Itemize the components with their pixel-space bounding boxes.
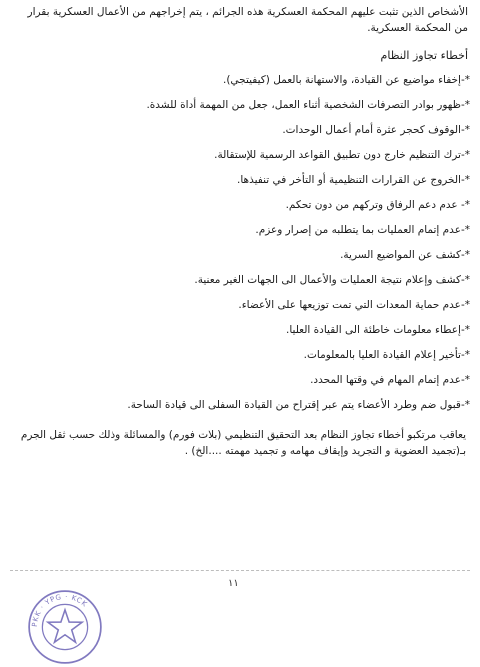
list-item: *-عدم إتمام العمليات بما يتطلبه من إصرار وعزم. [255,224,470,236]
list-item: *-عدم إتمام المهام في وقتها المحدد. [310,374,470,386]
closing-paragraph: يعاقب مرتكبو أخطاء تجاوز النظام بعد التحقيق التنظيمي (بلات فورم) والمسائلة وذلك حسب ثقل الجرم بـ(تجميد العضوية و التجريد وإيقاف مهامه و تجميد مهمته ....الخ) . [20,429,466,457]
list-item: *-ظهور بوادر التصرفات الشخصية أثناء العمل، جعل من المهمة أداة للشدة. [146,99,470,111]
list-item: *-إخفاء مواضيع عن القيادة، والاستهانة بالعمل (كيفيتجي). [223,74,470,86]
organization-stamp-icon [26,588,104,666]
stamp-ring-text: PKK · YPG · KCK [29,591,90,628]
list-item: *-إعطاء معلومات خاطئة الى القيادة العليا. [285,324,470,336]
page-number: ١١ [228,578,239,589]
intro-paragraph: الأشخاص الذين تثبت عليهم المحكمة العسكرية هذه الجرائم ، يتم إخراجهم من الأعمال العسكرية بقرار من المحكمة العسكرية. [27,6,468,34]
section-heading: أخطاء تجاوز النظام [380,49,468,62]
list-item: *-ترك التنظيم خارج دون تطبيق القواعد الرسمية للإستقالة. [214,149,470,161]
list-item: *-كشف عن المواضيع السرية. [340,249,470,261]
list-item: *-عدم حماية المعدات التي تمت توزيعها على الأعضاء. [238,299,470,311]
list-item: *-الوقوف كحجر عثرة أمام أعمال الوحدات. [282,124,470,136]
list-item: *-كشف وإعلام نتيجة العمليات والأعمال الى الجهات الغير معنية. [194,274,470,286]
list-item: *-الخروج عن القرارات التنظيمية أو التأخر في تنفيذها. [237,174,470,186]
list-item: *-قبول ضم وطرد الأعضاء يتم عبر إقتراح من القيادة السفلى الى قيادة الساحة. [127,399,470,411]
list-item: *- عدم دعم الرفاق وتركهم من دون تحكم. [285,199,470,211]
list-item: *-تأخير إعلام القيادة العليا بالمعلومات. [303,349,470,361]
footer-divider [10,570,470,571]
